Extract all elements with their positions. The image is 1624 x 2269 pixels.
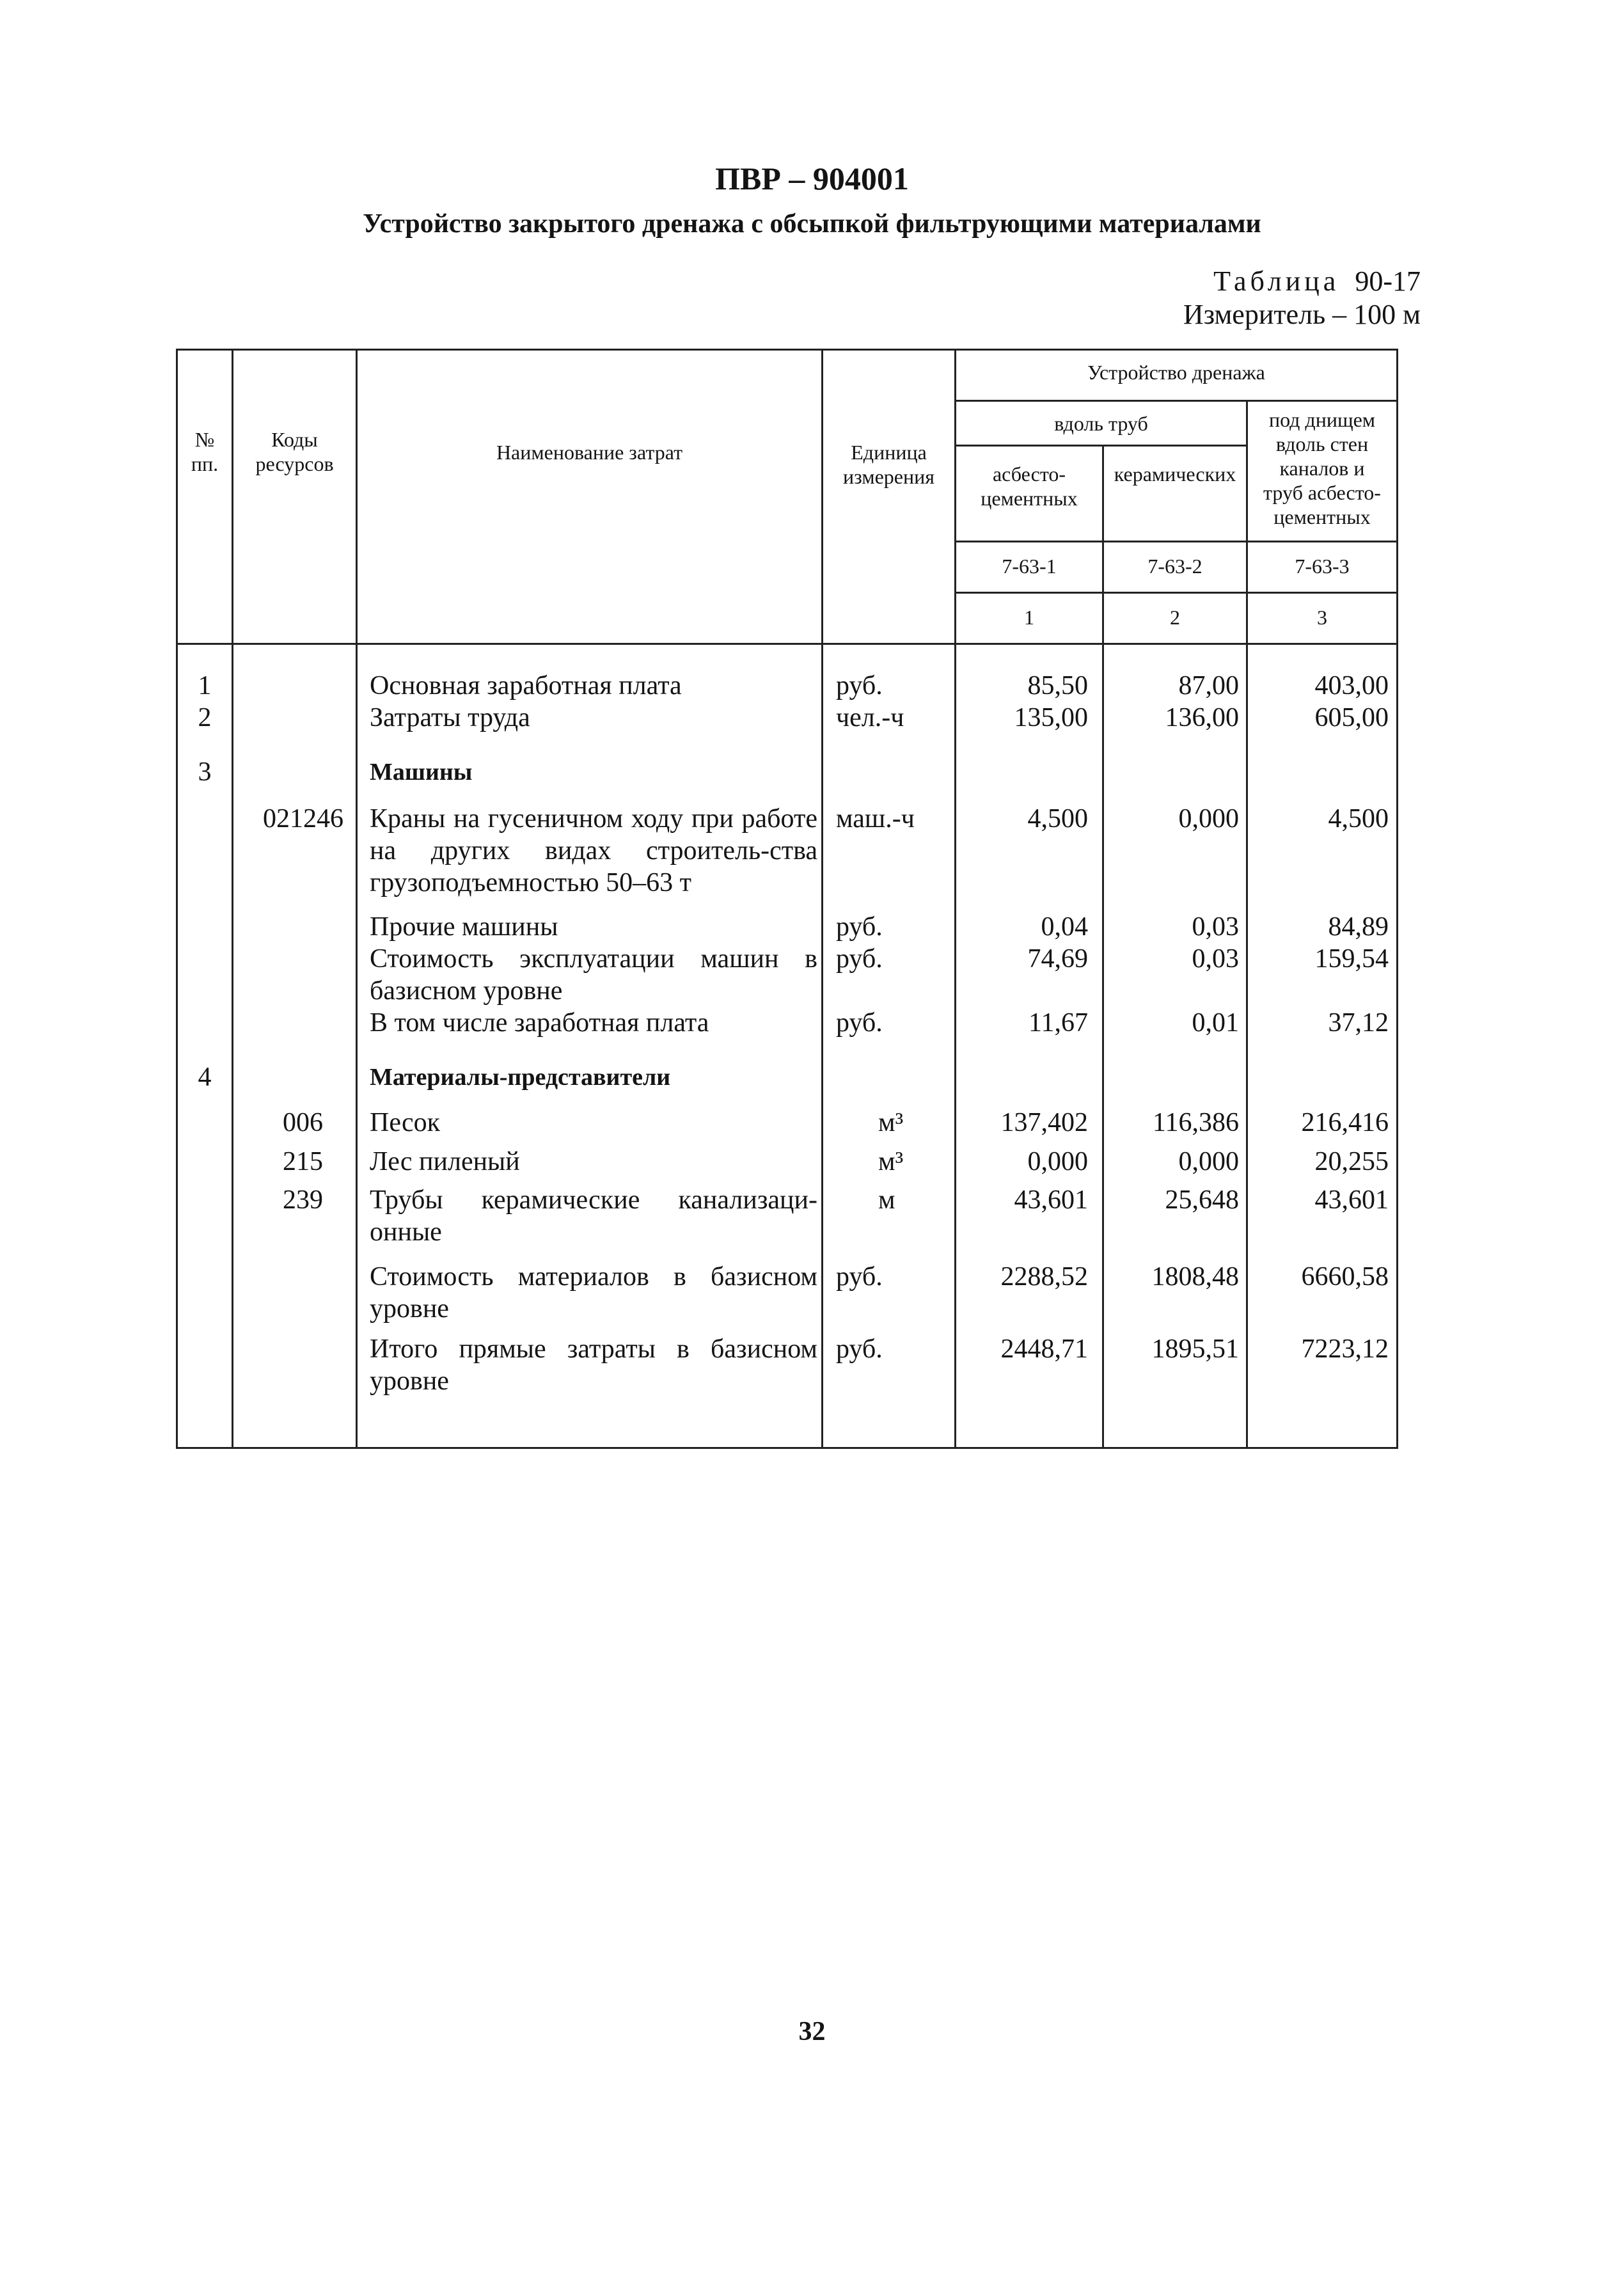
header-name: Наименование затрат [496,441,683,464]
row-value-2: 25,648 [1165,1185,1239,1215]
row-unit: м³ [878,1108,904,1137]
table-divider [954,541,1398,542]
row-unit: м [878,1185,895,1215]
row-value-3: 605,00 [1314,703,1389,732]
row-unit: руб. [836,1008,883,1038]
row-value-1: 135,00 [1014,703,1088,732]
row-unit: чел.-ч [836,703,904,732]
row-value-1: 85,50 [1027,671,1088,700]
row-value-1: 4,500 [1027,804,1088,834]
row-code: 021246 [263,804,343,834]
row-value-2: 0,03 [1192,944,1239,974]
row-unit: м³ [878,1147,904,1176]
row-value-3: 6660,58 [1301,1262,1389,1292]
row-value-3: 84,89 [1328,912,1389,942]
row-name: Лес пиленый [370,1147,520,1176]
row-name: Прочие машины [370,912,558,942]
table-number: 90-17 [1355,265,1421,297]
page-number: 32 [798,2017,826,2046]
row-value-3: 403,00 [1314,671,1389,700]
table-divider [954,400,1398,402]
row-name: Стоимость материалов в базисном уровне [370,1262,817,1324]
row-value-3: 20,255 [1314,1147,1389,1176]
row-code: 239 [283,1185,323,1215]
row-value-3: 37,12 [1328,1008,1389,1038]
row-value-1: 0,04 [1041,912,1088,942]
row-name: Песок [370,1108,441,1137]
row-value-2: 1808,48 [1151,1262,1239,1292]
row-value-3: 216,416 [1301,1108,1389,1137]
row-value-2: 0,000 [1178,1147,1239,1176]
header-index-2: 2 [1170,606,1180,629]
row-name: Трубы керамические канализаци-онные [370,1185,817,1247]
header-codes: Коды ресурсов [255,428,334,475]
row-value-2: 0,000 [1178,804,1239,834]
row-value-1: 74,69 [1027,944,1088,974]
row-unit: руб. [836,944,883,974]
row-unit: руб. [836,1334,883,1364]
row-value-1: 0,000 [1027,1147,1088,1176]
header-group: Устройство дренажа [1087,361,1265,384]
header-code-1: 7-63-1 [1002,555,1057,578]
row-value-2: 0,03 [1192,912,1239,942]
header-ceramic: керамических [1114,462,1236,486]
row-value-3: 4,500 [1328,804,1389,834]
row-value-2: 116,386 [1153,1108,1239,1137]
document-code: ПВР – 904001 [715,161,909,196]
row-name: Стоимость эксплуатации машин в базисном уровне [370,944,817,1006]
row-name: Краны на гусеничном ходу при работе на других видах строитель-ства грузоподъемностью 50–63 т [370,804,817,897]
row-value-3: 43,601 [1314,1185,1389,1215]
row-num: 1 [198,671,212,700]
table-divider [356,349,358,1449]
row-name: Итого прямые затраты в базисном уровне [370,1334,817,1396]
row-name: В том числе заработная плата [370,1008,709,1038]
header-unit: Единица измерения [843,441,934,488]
header-index-3: 3 [1317,606,1327,629]
table-divider [954,445,1246,447]
table-header-bottom [176,643,1398,645]
header-along: вдоль труб [1054,412,1148,435]
section-heading: Машины [370,759,473,786]
table-border-top [176,349,1398,351]
table-word: Таблица [1213,265,1340,297]
row-value-1: 2288,52 [1000,1262,1088,1292]
row-value-2: 0,01 [1192,1008,1239,1038]
row-value-2: 1895,51 [1151,1334,1239,1364]
row-value-1: 11,67 [1029,1008,1088,1038]
table-divider [232,349,233,1449]
row-unit: руб. [836,671,883,700]
row-name: Основная заработная плата [370,671,682,700]
row-code: 006 [283,1108,323,1137]
row-value-3: 7223,12 [1301,1334,1389,1364]
header-code-3: 7-63-3 [1295,555,1350,578]
document-title: Устройство закрытого дренажа с обсыпкой фильтрующими материалами [363,209,1261,239]
table-border-right [1396,349,1398,1449]
row-name: Затраты труда [370,703,530,732]
header-under: под днищем вдоль стен каналов и труб асбесто- цементных [1263,408,1381,528]
table-border-bottom [176,1447,1398,1449]
row-unit: руб. [836,1262,883,1292]
table-divider [821,349,823,1449]
row-num: 3 [198,757,212,787]
header-index-1: 1 [1024,606,1034,629]
row-value-3: 159,54 [1314,944,1389,974]
header-num: № пп. [191,428,219,475]
row-value-2: 136,00 [1165,703,1239,732]
row-value-2: 87,00 [1178,671,1239,700]
meter-label: Измеритель – 100 м [1183,299,1421,330]
header-asbestos: асбесто- цементных [981,462,1078,510]
table-divider [954,592,1398,594]
row-value-1: 137,402 [1000,1108,1088,1137]
row-num: 2 [198,703,212,732]
table-label [1213,265,1421,297]
header-code-2: 7-63-2 [1147,555,1202,578]
table-border-left [176,349,178,1449]
section-heading: Материалы-представители [370,1064,671,1091]
row-code: 215 [283,1147,323,1176]
row-num: 4 [198,1063,212,1092]
row-unit: руб. [836,912,883,942]
row-value-1: 43,601 [1014,1185,1088,1215]
row-unit: маш.-ч [836,804,915,834]
row-value-1: 2448,71 [1000,1334,1088,1364]
